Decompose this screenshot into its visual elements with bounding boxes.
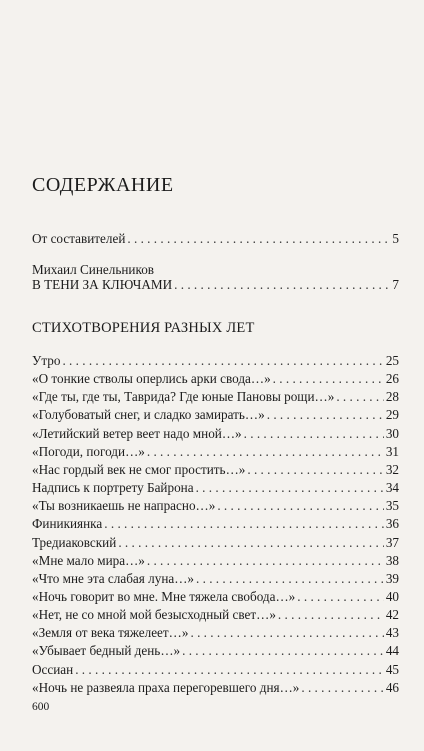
toc-entry-page: 30 [385, 425, 399, 441]
toc-entry [32, 388, 399, 406]
leader-dots [247, 461, 383, 479]
toc-entry-title: Тредиаковский [32, 534, 117, 550]
leader-dots [336, 388, 384, 406]
leader-dots [147, 443, 384, 461]
leader-dots [147, 552, 384, 570]
toc-entry [32, 406, 399, 424]
toc-entry-title: «Летийский ветер веет надо мной…» [32, 425, 242, 441]
toc-entry [32, 479, 399, 497]
toc-entry-page: 26 [385, 371, 399, 387]
toc-entry-page: 44 [385, 643, 399, 659]
leader-dots [127, 230, 390, 248]
contents-heading: СОДЕРЖАНИЕ [32, 174, 174, 196]
toc-entry-title: «Погоди, погоди…» [32, 443, 145, 459]
leader-dots [118, 534, 384, 552]
toc-entry-page: 43 [385, 625, 399, 641]
toc-entry-page: 35 [385, 498, 399, 514]
toc-entry-page: 46 [385, 679, 399, 695]
toc-entry-title: «Нет, не со мной мой безысходный свет…» [32, 607, 276, 623]
leader-dots [301, 679, 383, 697]
leader-dots [104, 515, 384, 533]
toc-entry-title: «Ты возникаешь не напрасно…» [32, 498, 216, 514]
leader-dots [182, 642, 384, 660]
toc-entry-title: В ТЕНИ ЗА КЛЮЧАМИ [32, 277, 173, 292]
leader-dots [190, 624, 383, 642]
toc-entry-page: 34 [385, 480, 399, 495]
toc-entry-title: «Ночь не развеяла праха перегоревшего дня…» [32, 679, 300, 695]
toc-entry [32, 606, 399, 624]
toc-entry-page: 36 [385, 516, 399, 532]
toc-entry-title: «Мне мало мира…» [32, 552, 145, 568]
toc-entry-page: 38 [385, 552, 399, 568]
author-name: Михаил Синельников [32, 262, 155, 277]
toc-entry [32, 588, 399, 606]
toc-entry-title: Оссиан [32, 661, 74, 677]
leader-dots [217, 497, 383, 515]
toc-entry [32, 534, 399, 552]
toc-entry-title: «Что мне эта слабая луна…» [32, 570, 195, 586]
toc-entry-title: От составителей [32, 231, 126, 246]
toc-entry-title: «Голубоватый снег, и сладко замирать…» [32, 407, 265, 423]
toc-entry [32, 552, 399, 570]
page-number: 600 [32, 701, 50, 713]
toc-entry [32, 352, 399, 370]
toc-entry-page: 39 [385, 570, 399, 586]
toc-entry-page: 25 [385, 353, 399, 368]
toc-entry [32, 642, 399, 660]
toc-entry-page: 37 [385, 534, 399, 550]
toc-entry [32, 679, 399, 697]
toc-entry [32, 497, 399, 515]
toc-entry-title: Надпись к портрету Байрона [32, 480, 194, 495]
toc-entry-page: 42 [385, 607, 399, 623]
toc-entry-page: 29 [385, 407, 399, 423]
leader-dots [273, 370, 384, 388]
toc-entry [32, 515, 399, 533]
toc-entry-page: 40 [385, 589, 399, 604]
toc-entry-title: Утро [32, 353, 61, 368]
toc-entry-title: «Убывает бедный день…» [32, 643, 181, 659]
toc-entry [32, 624, 399, 642]
toc-entry-title: «Нас гордый век не смог простить…» [32, 461, 246, 477]
leader-dots [278, 606, 384, 624]
toc-entry [32, 425, 399, 443]
toc-entry [32, 370, 399, 388]
toc-entry-title: «Где ты, где ты, Таврида? Где юные Пановы рощи…» [32, 389, 335, 405]
leader-dots [196, 479, 384, 497]
leader-dots [174, 276, 390, 294]
toc-entry-page: 28 [385, 389, 399, 405]
toc-entry-page: 7 [392, 277, 399, 292]
toc-entry-front [32, 230, 399, 248]
toc-entry-essay [32, 276, 399, 294]
toc-entry [32, 461, 399, 479]
toc-entry-title: «О тонкие стволы оперлись арки свода…» [32, 371, 271, 387]
toc-entry-title: «Ночь говорит во мне. Мне тяжела свобода…» [32, 589, 296, 604]
toc-entry [32, 443, 399, 461]
leader-dots [196, 570, 384, 588]
toc-entry-page: 5 [392, 231, 399, 246]
toc-entry [32, 661, 399, 679]
toc-entry-page: 31 [385, 443, 399, 459]
leader-dots [244, 425, 384, 443]
toc-entry-page: 32 [385, 461, 399, 477]
toc-entry [32, 570, 399, 588]
toc-entry-page: 45 [385, 661, 399, 677]
leader-dots [297, 588, 384, 606]
leader-dots [75, 661, 384, 679]
leader-dots [62, 352, 383, 370]
toc-entry-title: Финикиянка [32, 516, 103, 532]
section-title: СТИХОТВОРЕНИЯ РАЗНЫХ ЛЕТ [32, 320, 255, 336]
leader-dots [267, 406, 384, 424]
toc-entry-title: «Земля от века тяжелеет…» [32, 625, 189, 641]
